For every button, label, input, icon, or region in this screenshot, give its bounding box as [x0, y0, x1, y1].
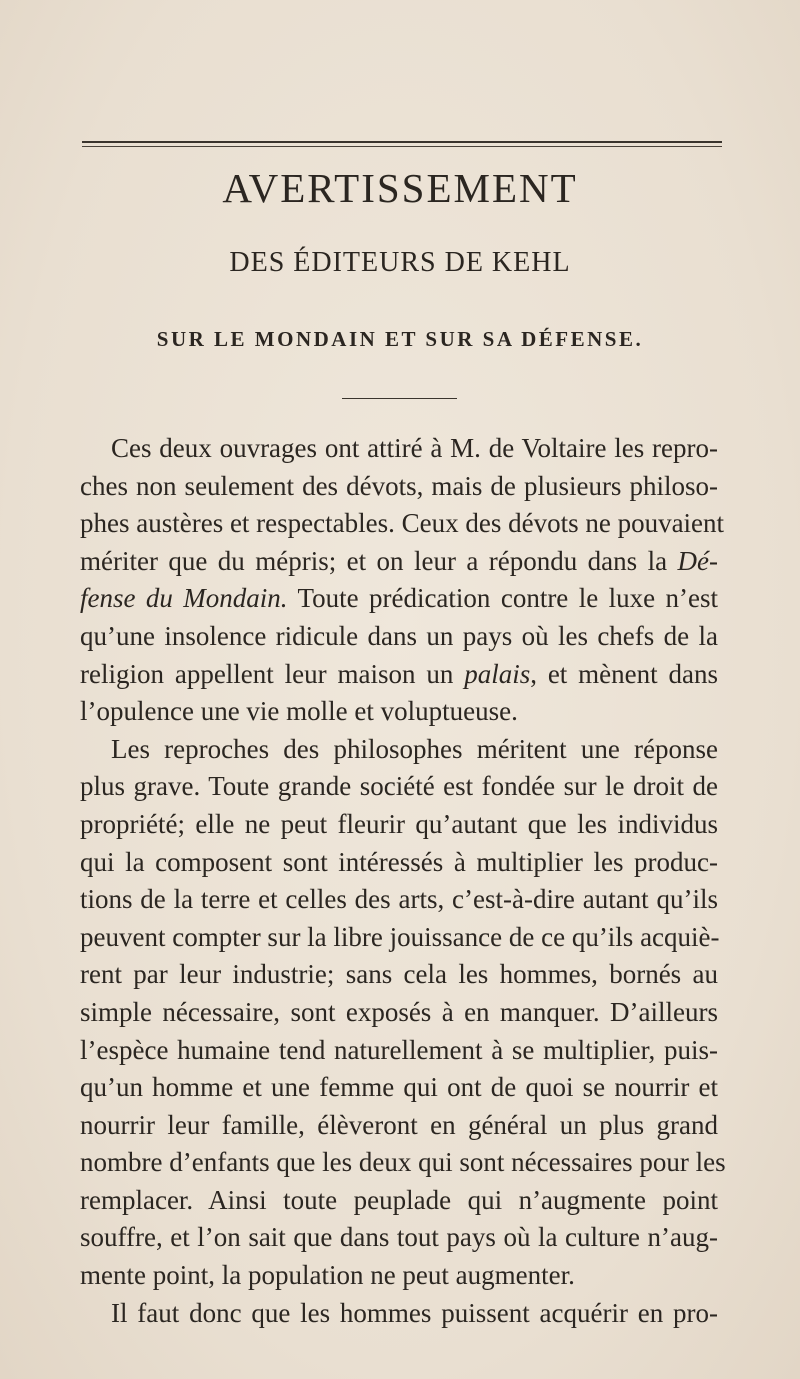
text-line: phes austères et respectables. Ceux des dévots ne pouvaient	[80, 508, 725, 539]
text-line: Les reproches des philosophes méritent une réponse	[111, 733, 718, 764]
top-rule	[82, 141, 722, 143]
text-line: qu’une insolence ridicule dans un pays où les chefs de la	[80, 620, 718, 651]
top-rule-thin	[82, 146, 722, 147]
text-line: l’opulence une vie molle et voluptueuse.	[80, 696, 518, 727]
text-line: fense du Mondain. Toute prédication contre le luxe n’est	[80, 583, 718, 614]
section-subject: SUR LE MONDAIN ET SUR SA DÉFENSE.	[156, 327, 644, 351]
text-line: propriété; elle ne peut fleurir qu’autant que les individus	[80, 808, 718, 839]
body-text	[80, 430, 726, 1332]
text-line: nombre d’enfants que les deux qui sont nécessaires pour les	[80, 1147, 726, 1178]
text-line: peuvent compter sur la libre jouissance de ce qu’ils acquiè-	[80, 921, 720, 952]
text-line: qui la composent sont intéressés à multiplier les produc-	[80, 846, 718, 877]
text-line: simple nécessaire, sont exposés à en manquer. D’ailleurs	[80, 996, 718, 1027]
text-line: ches non seulement des dévots, mais de plusieurs philoso-	[80, 470, 718, 501]
text-line: religion appellent leur maison un palais, et mènent dans	[80, 658, 718, 689]
page-title: AVERTISSEMENT	[222, 165, 578, 211]
text-line: qu’un homme et une femme qui ont de quoi se nourrir et	[80, 1072, 718, 1103]
text-line: nourrir leur famille, élèveront en général un plus grand	[80, 1109, 718, 1140]
section-divider	[342, 398, 457, 399]
text-line: remplacer. Ainsi toute peuplade qui n’augmente point	[80, 1184, 718, 1215]
text-line: souffre, et l’on sait que dans tout pays où la culture n’aug-	[80, 1222, 718, 1253]
text-line: tions de la terre et celles des arts, c’est-à-dire autant qu’ils	[80, 884, 718, 915]
text-line: mente point, la population ne peut augmenter.	[80, 1260, 575, 1291]
text-line: Ces deux ouvrages ont attiré à M. de Voltaire les repro-	[111, 433, 718, 463]
page-subtitle: DES ÉDITEURS DE KEHL	[229, 247, 571, 278]
text-line: Il faut donc que les hommes puissent acquérir en pro-	[111, 1297, 718, 1328]
text-line: plus grave. Toute grande société est fondée sur le droit de	[80, 771, 718, 802]
text-line: l’espèce humaine tend naturellement à se multiplier, puis-	[80, 1034, 718, 1065]
text-line: mériter que du mépris; et on leur a répondu dans la Dé-	[80, 545, 718, 576]
text-line: rent par leur industrie; sans cela les hommes, bornés au	[80, 959, 718, 990]
